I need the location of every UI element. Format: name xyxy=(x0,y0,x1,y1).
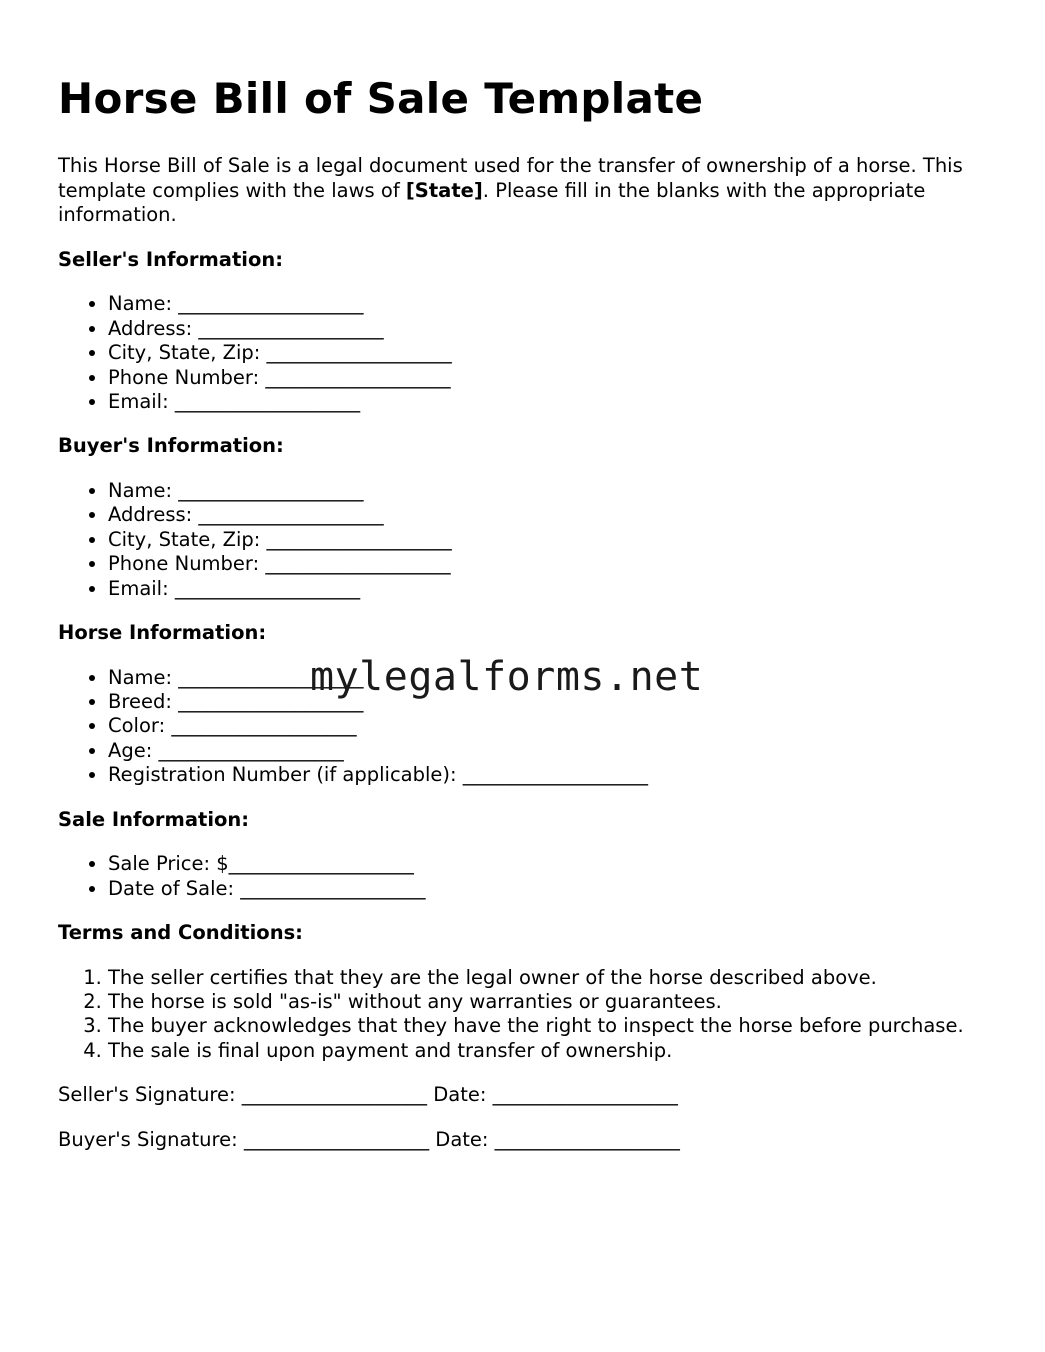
term-item: 1. The seller certifies that they are the legal owner of the horse described above. xyxy=(108,966,988,990)
buyer-name-field: • Name: ___________________ xyxy=(108,479,988,503)
buyer-heading: Buyer's Information: xyxy=(58,434,284,458)
buyer-info-list xyxy=(58,479,988,601)
horse-heading: Horse Information: xyxy=(58,621,267,645)
buyer-email-field: • Email: ___________________ xyxy=(108,577,988,601)
seller-city-state-zip-field: • City, State, Zip: ___________________ xyxy=(108,341,988,365)
intro-paragraph xyxy=(58,154,988,228)
sale-price-field: • Sale Price: $___________________ xyxy=(108,852,988,876)
watermark: mylegalforms.net xyxy=(310,654,704,700)
horse-age-field: • Age: ___________________ xyxy=(108,739,988,763)
document-title: Horse Bill of Sale Template xyxy=(58,74,704,123)
terms-list xyxy=(58,966,988,1064)
seller-signature-line: Seller's Signature: ___________________ Date: ___________________ xyxy=(58,1083,678,1107)
buyer-address-field: • Address: ___________________ xyxy=(108,503,988,527)
seller-phone-field: • Phone Number: ___________________ xyxy=(108,366,988,390)
seller-info-list xyxy=(58,292,988,414)
sale-date-field: • Date of Sale: ___________________ xyxy=(108,877,988,901)
buyer-phone-field: • Phone Number: ___________________ xyxy=(108,552,988,576)
buyer-city-state-zip-field: • City, State, Zip: ___________________ xyxy=(108,528,988,552)
horse-color-field: • Color: ___________________ xyxy=(108,714,988,738)
intro-text-end: . Please fill in the blanks with the appropriate information. xyxy=(58,178,926,227)
horse-breed-field: • Breed: ___________________ xyxy=(108,690,988,714)
seller-address-field: • Address: ___________________ xyxy=(108,317,988,341)
horse-name-field: • Name: ___________________ xyxy=(108,666,988,690)
seller-name-field: • Name: ___________________ xyxy=(108,292,988,316)
buyer-signature-line: Buyer's Signature: ___________________ Date: ___________________ xyxy=(58,1127,680,1151)
sale-heading: Sale Information: xyxy=(58,807,250,831)
state-placeholder: [State] xyxy=(405,178,483,202)
term-item: 2. The horse is sold "as-is" without any warranties or guarantees. xyxy=(108,990,988,1014)
term-item: 4. The sale is final upon payment and transfer of ownership. xyxy=(108,1039,988,1063)
terms-heading: Terms and Conditions: xyxy=(58,921,303,945)
horse-registration-field: • Registration Number (if applicable): ___________________ xyxy=(108,763,988,787)
seller-heading: Seller's Information: xyxy=(58,247,284,271)
intro-text-start: This Horse Bill of Sale is a legal document used for the transfer of ownership of a horse. This template complies with the laws of xyxy=(58,154,963,202)
sale-info-list xyxy=(58,852,988,901)
term-item: 3. The buyer acknowledges that they have the right to inspect the horse before purchase. xyxy=(108,1014,988,1038)
seller-email-field: • Email: ___________________ xyxy=(108,390,988,414)
document-page xyxy=(58,72,988,1172)
